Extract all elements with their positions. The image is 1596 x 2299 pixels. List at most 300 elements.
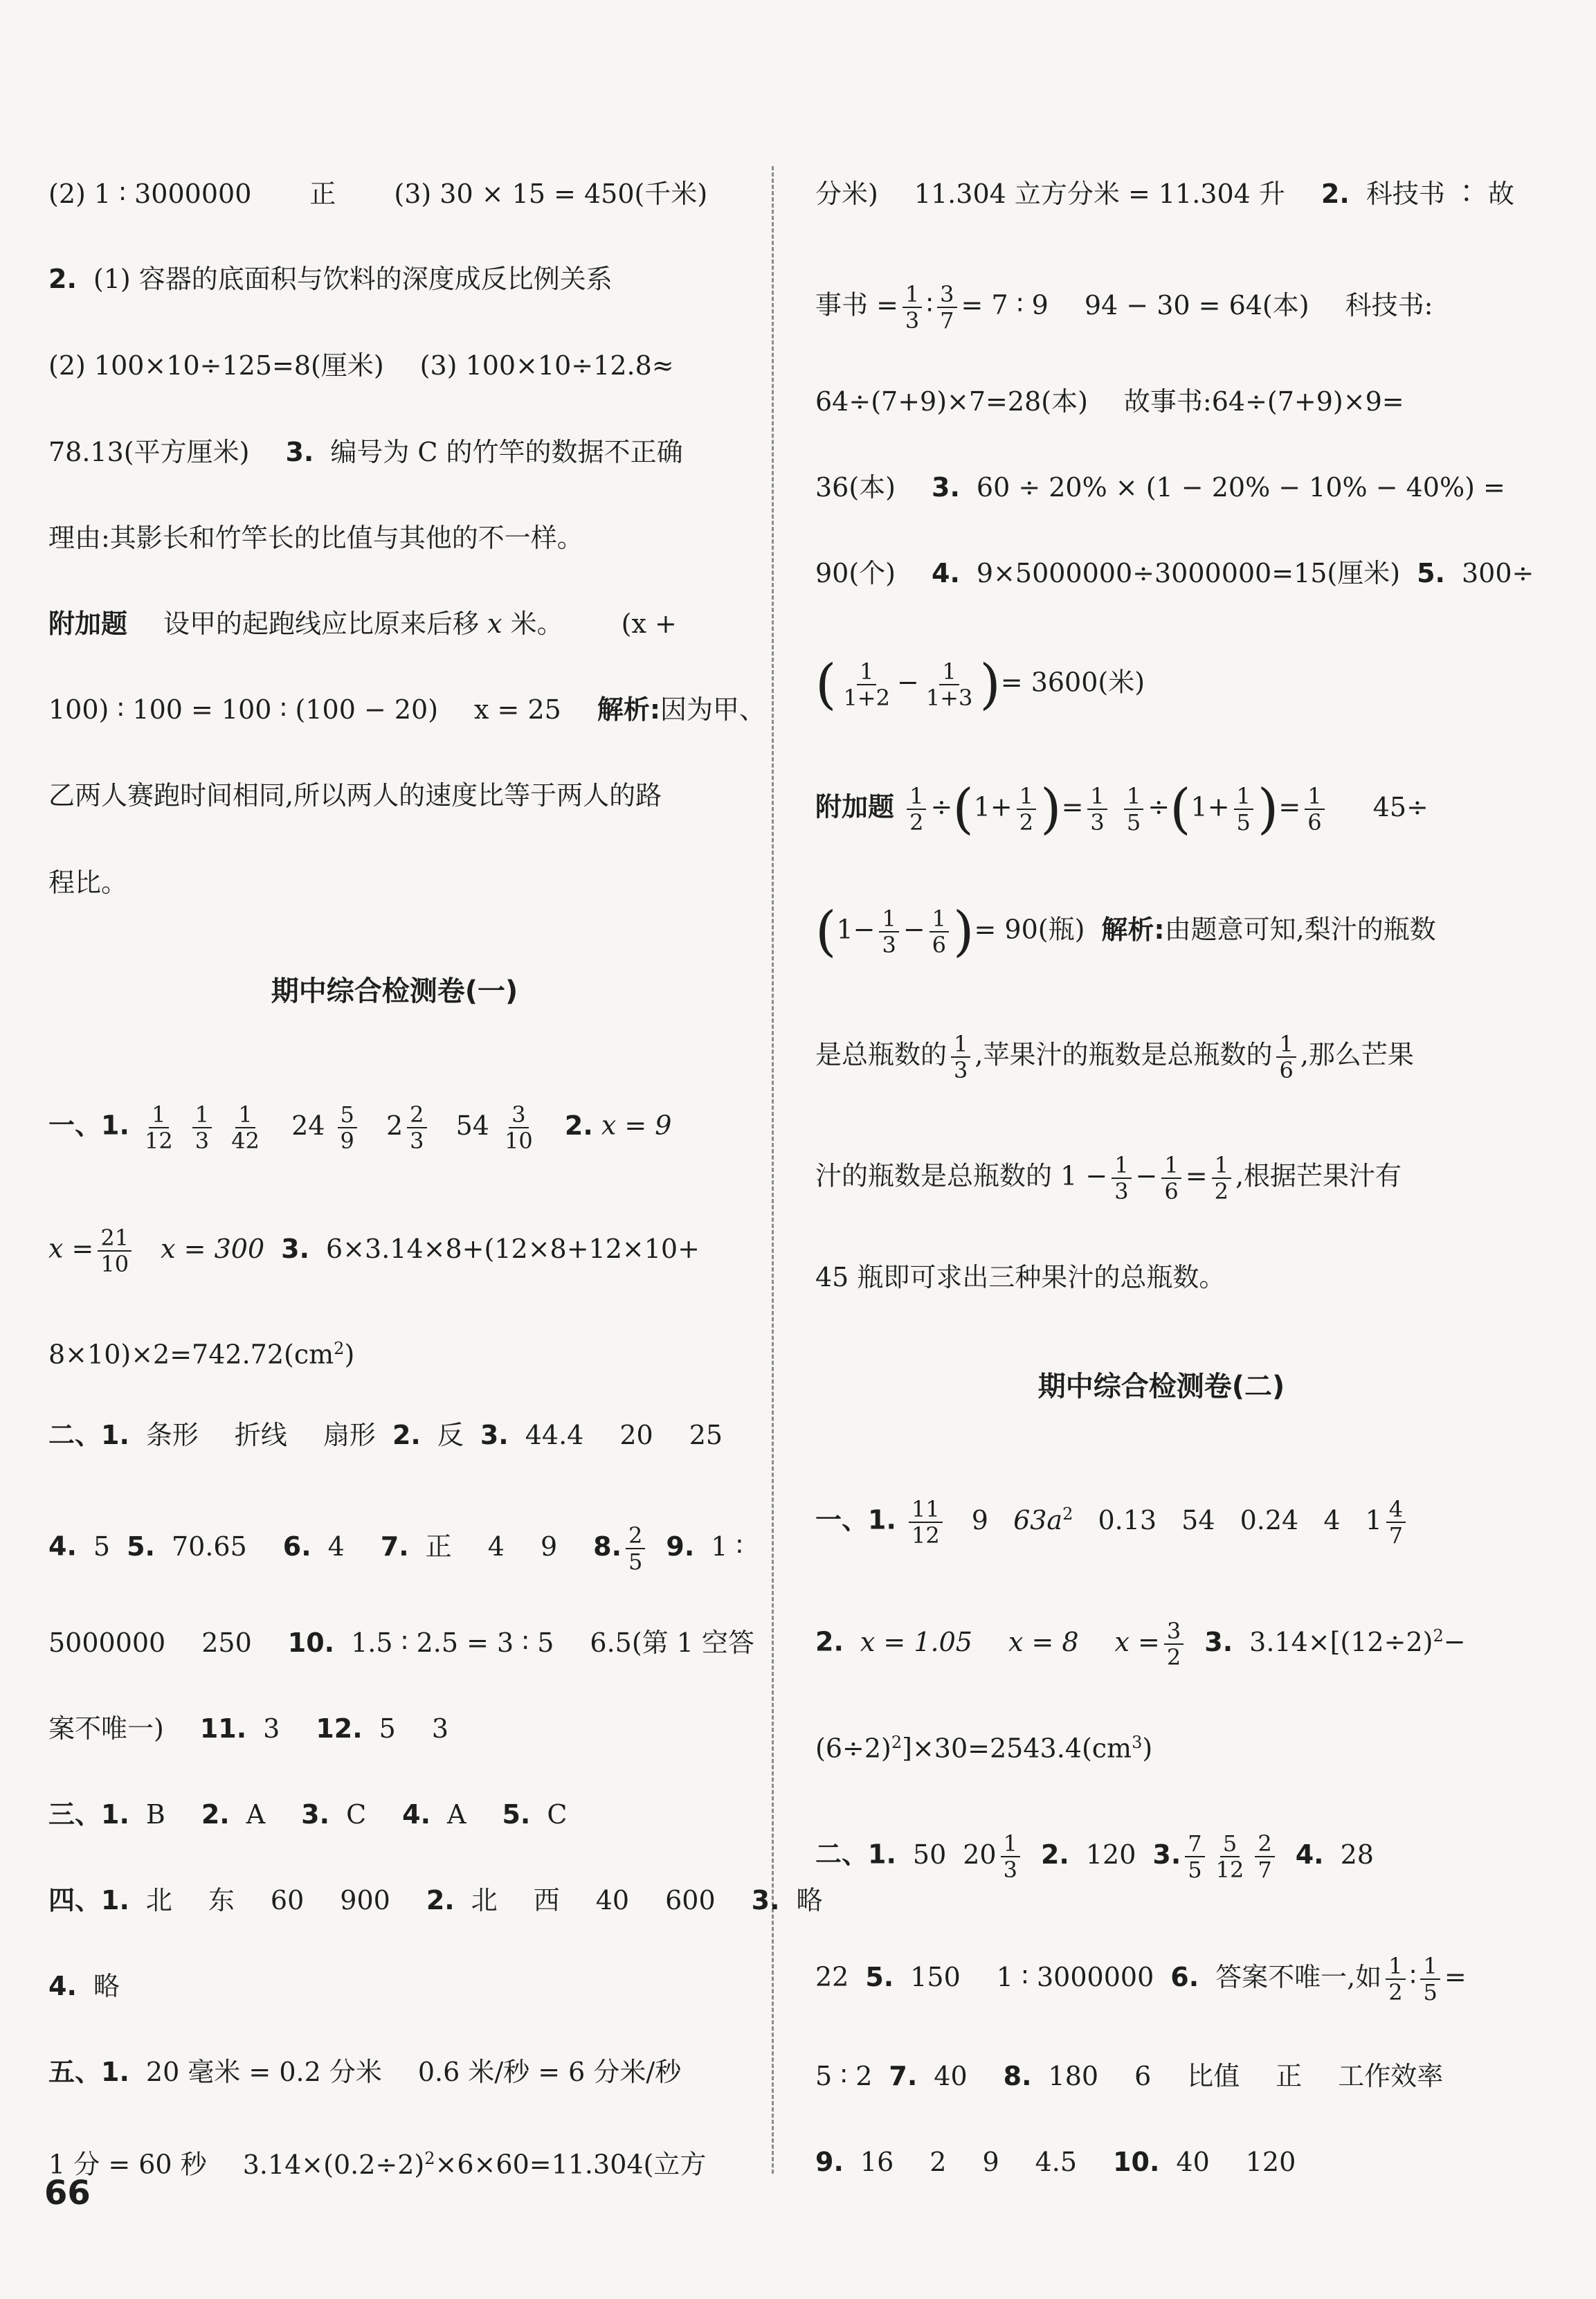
text: = 7 ∶ 9: [961, 289, 1049, 321]
denominator: 3: [194, 1128, 210, 1154]
numerator: 1: [1420, 1954, 1440, 1980]
denominator: 6: [1164, 1178, 1179, 1205]
colon: ∶: [926, 289, 934, 321]
text: 900: [340, 1885, 390, 1915]
question-number: 3.: [281, 1233, 310, 1264]
text: 科技书 ∶ 故: [1366, 179, 1514, 209]
numerator: 1: [1001, 1831, 1020, 1857]
text: 25: [689, 1420, 723, 1450]
text: 20 毫米 = 0.2 分米: [145, 2057, 382, 2087]
question-number: 3.: [1152, 1839, 1181, 1870]
text: 24: [291, 1110, 325, 1141]
section-title: 期中综合检测卷(一): [271, 975, 518, 1007]
text: 63a: [1013, 1504, 1063, 1535]
question-number: 3.: [1204, 1626, 1233, 1657]
answer-line: [48, 606, 677, 641]
fraction: [1276, 1031, 1296, 1083]
text: 因为甲、: [660, 694, 766, 725]
page-number: 66: [44, 2174, 91, 2212]
numerator: 3: [937, 282, 956, 308]
fraction: [1212, 1153, 1231, 1204]
answer-line: [815, 556, 1534, 590]
question-number: 五、1.: [48, 2057, 129, 2087]
question-number: 2.: [1040, 1839, 1069, 1870]
numerator: 1: [1305, 784, 1324, 810]
section-title: 期中综合检测卷(二): [1037, 1371, 1285, 1403]
question-number: 2.: [815, 1626, 844, 1657]
left-paren: (: [815, 653, 837, 716]
denominator: 6: [1279, 1057, 1294, 1083]
numerator: 1: [907, 784, 926, 810]
text: 100) ∶ 100 = 100 ∶ (100 − 20): [48, 694, 439, 725]
text: 44.4: [525, 1420, 584, 1450]
fraction: [626, 1523, 645, 1574]
text: 94 − 30 = 64(本): [1084, 289, 1309, 321]
text: C: [346, 1799, 367, 1830]
question-number: 3.: [751, 1885, 780, 1915]
analysis-label: 解析:: [597, 694, 661, 725]
question-number: 7.: [380, 1531, 409, 1562]
numerator: 1: [1386, 1954, 1405, 1980]
denominator: 42: [231, 1128, 260, 1154]
text: 1−: [836, 914, 876, 945]
text: = 3600(米): [1000, 667, 1145, 698]
denominator: 3: [882, 932, 896, 958]
question-number: 3.: [480, 1420, 509, 1450]
denominator: 6: [932, 932, 947, 958]
text: 理由:其影长和竹竿长的比值与其他的不一样。: [48, 523, 583, 553]
answer-line: [48, 262, 613, 296]
numerator: 5: [1220, 1831, 1240, 1857]
text: 程比。: [48, 867, 128, 898]
question-number: 10.: [1113, 2147, 1160, 2177]
answer-line: [48, 1883, 823, 1918]
answer-line: [48, 1331, 355, 1370]
text: 250: [201, 1628, 252, 1658]
question-number: 4.: [48, 1971, 77, 2001]
text: ×6×60=11.304(立方: [435, 2149, 707, 2180]
text: 3: [431, 1713, 449, 1744]
fraction: [1255, 1831, 1274, 1882]
text: 北: [471, 1885, 498, 1915]
fraction: [228, 1102, 262, 1153]
question-number: 8.: [593, 1531, 622, 1562]
question-number: 3.: [285, 437, 314, 467]
numerator: 1: [1112, 1153, 1131, 1179]
denominator: 1+3: [925, 685, 973, 711]
answer-line: [815, 1260, 1225, 1295]
text: 5: [93, 1531, 111, 1562]
numerator: 1: [149, 1102, 168, 1128]
answer-line: [48, 521, 583, 555]
question-number: 4.: [1295, 1839, 1324, 1870]
text: 11.304 立方分米 = 11.304 升: [914, 179, 1285, 209]
numerator: 3: [1164, 1619, 1184, 1645]
question-number: 4.: [402, 1799, 431, 1830]
question-number: 3.: [301, 1799, 330, 1830]
fraction: [338, 1102, 357, 1153]
denominator: 2: [1166, 1644, 1181, 1671]
text: 1+: [973, 791, 1013, 822]
text: 54: [1181, 1504, 1215, 1535]
text: 科技书:: [1345, 289, 1433, 321]
text: C: [547, 1799, 568, 1830]
denominator: 9: [340, 1128, 354, 1154]
denominator: 2: [909, 809, 924, 836]
text: (x +: [621, 608, 677, 639]
question-number: 4.: [932, 558, 960, 588]
denominator: 7: [1388, 1522, 1404, 1549]
operator: −: [1135, 1160, 1158, 1191]
text: 45 瓶即可求出三种果汁的总瓶数。: [815, 1262, 1226, 1292]
text: 0.13: [1098, 1504, 1157, 1535]
answer-line: [48, 348, 674, 383]
text: 4: [1323, 1504, 1341, 1535]
text: 由题意可知,梨汁的瓶数: [1164, 914, 1436, 945]
denominator: 7: [1258, 1857, 1272, 1883]
denominator: 10: [505, 1128, 533, 1154]
text: 条形: [145, 1420, 199, 1450]
text: 16: [860, 2147, 894, 2177]
left-paren: (: [1170, 778, 1191, 840]
fraction: [1164, 1619, 1184, 1670]
text: 设甲的起跑线应比原来后移: [163, 608, 480, 639]
numerator: 1: [1124, 784, 1143, 810]
answer-line: [815, 1618, 1466, 1671]
text: 6.5(第 1 空答: [590, 1628, 755, 1658]
text: 1.5 ∶ 2.5 = 3 ∶ 5: [351, 1628, 554, 1658]
text: 60 ÷ 20% × (1 − 20% − 10% − 40%) =: [976, 472, 1505, 503]
denominator: 3: [410, 1128, 424, 1154]
denominator: 6: [1307, 809, 1322, 836]
answer-line: [48, 177, 707, 211]
answer-line: [815, 281, 1433, 334]
text: 北: [145, 1885, 172, 1915]
fraction: [937, 282, 956, 333]
bonus-label: 附加题: [48, 608, 128, 639]
text: 300÷: [1461, 558, 1534, 588]
colon: ∶: [1409, 1961, 1417, 1992]
superscript: 3: [1132, 1733, 1143, 1752]
answer-line: [48, 1969, 120, 2003]
text: 2: [930, 2147, 947, 2177]
text: (3) 30 × 15 = 450(千米): [394, 179, 708, 209]
answer-line: [815, 2145, 1296, 2179]
text: 120: [1245, 2147, 1296, 2177]
fraction: [1420, 1954, 1440, 2005]
answer-line: [815, 901, 1436, 963]
denominator: 10: [100, 1251, 129, 1277]
text: 东: [208, 1885, 235, 1915]
text: 50: [912, 1839, 947, 1870]
text: 8×10)×2=742.72(cm: [48, 1339, 334, 1370]
answer-line: [815, 177, 1514, 211]
question-number: 二、1.: [48, 1420, 129, 1450]
text: 22: [815, 1961, 849, 1992]
text: 45÷: [1372, 791, 1429, 822]
numerator: 7: [1185, 1831, 1204, 1857]
denominator: 12: [1215, 1857, 1244, 1883]
denominator: 2: [1214, 1178, 1228, 1205]
text: 编号为 C 的竹竿的数据不正确: [330, 437, 683, 467]
question-number: 5.: [127, 1531, 155, 1562]
question-number: 5.: [1417, 558, 1445, 588]
text: 故事书:64÷(7+9)×9=: [1123, 386, 1404, 417]
operator: =: [1444, 1961, 1467, 1992]
text: = 90(瓶): [974, 914, 1085, 945]
question-number: 2.: [1321, 179, 1350, 209]
text: ]×30=2543.4(cm: [902, 1733, 1132, 1764]
fraction: [1234, 784, 1253, 835]
denominator: 5: [628, 1549, 643, 1575]
text: x = 1.05: [860, 1626, 972, 1657]
question-number: 8.: [1003, 2061, 1032, 2091]
text: 1 分 = 60 秒: [48, 2149, 207, 2180]
denominator: 3: [905, 307, 920, 334]
text: 4: [487, 1531, 505, 1562]
variable: x: [487, 608, 502, 639]
text: 折线: [234, 1420, 287, 1450]
question-number: 9.: [666, 1531, 695, 1562]
text: x = 25: [474, 694, 561, 725]
text: 比值: [1187, 2061, 1240, 2091]
text: 米。: [510, 608, 563, 639]
answer-line: [815, 2059, 1443, 2093]
numerator: 1: [857, 659, 876, 685]
text: 正: [1276, 2061, 1303, 2091]
text: 54: [455, 1110, 489, 1141]
text: 是总瓶数的: [815, 1039, 947, 1070]
numerator: 1: [192, 1102, 212, 1128]
text: 70.65: [171, 1531, 247, 1562]
fraction: [1161, 1153, 1181, 1204]
text: 略: [93, 1971, 120, 2001]
text: 78.13(平方厘米): [48, 437, 250, 467]
fraction: [1386, 1497, 1406, 1548]
operator: ÷: [1148, 791, 1170, 822]
text: x =: [1114, 1626, 1160, 1657]
text: 6×3.14×8+(12×8+12×10+: [326, 1233, 700, 1264]
text: ,苹果汁的瓶数是总瓶数的: [974, 1039, 1273, 1070]
text: x = 9: [601, 1110, 672, 1141]
numerator: 11: [909, 1497, 943, 1523]
text: 20: [619, 1420, 653, 1450]
column-divider: [772, 166, 774, 2174]
fraction: [907, 784, 926, 835]
answer-line: [815, 778, 1429, 840]
numerator: 4: [1386, 1497, 1406, 1523]
text: (3) 100×10÷12.8≈: [419, 350, 674, 381]
numerator: 1: [235, 1102, 255, 1128]
superscript: 2: [891, 1733, 903, 1752]
superscript: 2: [424, 2149, 435, 2168]
numerator: 1: [903, 282, 922, 308]
text: 3.14×[(12÷2): [1249, 1626, 1433, 1657]
text: x = 8: [1008, 1626, 1079, 1657]
bonus-label: 附加题: [815, 791, 895, 822]
text: 40: [595, 1885, 630, 1915]
text: 20: [963, 1839, 997, 1870]
fraction: [1001, 1831, 1020, 1882]
fraction: [1017, 784, 1036, 835]
fraction: [142, 1102, 176, 1153]
denominator: 7: [940, 307, 954, 334]
numerator: 1: [939, 659, 959, 685]
answer-line: [815, 1830, 1374, 1883]
question-number: 三、1.: [48, 1799, 129, 1830]
answer-line: [48, 1625, 754, 1660]
question-number: 6.: [282, 1531, 311, 1562]
answer-line: [48, 1711, 448, 1746]
answer-line: [815, 470, 1505, 505]
text: 90(个): [815, 558, 896, 588]
question-number: 5.: [865, 1961, 894, 1992]
text: 36(本): [815, 472, 896, 503]
text: (2) 100×10÷125=8(厘米): [48, 350, 384, 381]
right-paren: ): [979, 653, 1001, 716]
text: 2: [386, 1110, 403, 1141]
fraction: [923, 659, 976, 710]
fraction: [1185, 1831, 1204, 1882]
text: 64÷(7+9)×7=28(本): [815, 386, 1088, 417]
operator: =: [1061, 791, 1084, 822]
fraction: [1087, 784, 1107, 835]
text: 3.14×(0.2÷2): [242, 2149, 425, 2180]
text: 28: [1340, 1839, 1374, 1870]
answer-line: [815, 1031, 1414, 1083]
numerator: 21: [98, 1225, 132, 1252]
text: (2) 1 ∶ 3000000: [48, 179, 252, 209]
numerator: 2: [1255, 1831, 1274, 1857]
text: 120: [1085, 1839, 1136, 1870]
question-number: 2.: [392, 1420, 421, 1450]
numerator: 2: [626, 1523, 645, 1549]
numerator: 1: [1087, 784, 1107, 810]
answer-line: [48, 1418, 723, 1452]
denominator: 3: [954, 1057, 968, 1083]
text: 扇形: [323, 1420, 376, 1450]
numerator: 1: [951, 1031, 970, 1058]
fraction: [1112, 1153, 1131, 1204]
text: 正: [309, 179, 336, 209]
text: 0.6 米/秒 = 6 分米/秒: [417, 2057, 682, 2087]
answer-line: [48, 2055, 681, 2089]
question-number: 2.: [48, 264, 77, 294]
text: 事书 =: [815, 289, 898, 321]
denominator: 3: [1003, 1857, 1017, 1883]
fraction: [1386, 1954, 1405, 2005]
text: 180: [1048, 2061, 1099, 2091]
question-number: 四、1.: [48, 1885, 129, 1915]
text: 略: [796, 1885, 823, 1915]
text: 0.24: [1240, 1504, 1299, 1535]
answer-line: [815, 1953, 1467, 2005]
text: 600: [665, 1885, 716, 1915]
denominator: 5: [1423, 1979, 1438, 2005]
answer-line: [48, 1225, 700, 1277]
left-paren: (: [815, 901, 837, 963]
superscript: 2: [334, 1339, 345, 1358]
text: 4: [327, 1531, 345, 1562]
denominator: 3: [1090, 809, 1105, 836]
operator: −: [903, 914, 925, 945]
denominator: 12: [144, 1128, 173, 1154]
question-number: 一、1.: [815, 1504, 896, 1535]
numerator: 1: [1234, 784, 1253, 810]
answer-line: [48, 865, 127, 900]
text: 9: [540, 1531, 558, 1562]
right-paren: ): [953, 901, 974, 963]
denominator: 2: [1388, 1979, 1403, 2005]
fraction: [930, 906, 949, 957]
numerator: 1: [930, 906, 949, 932]
question-number: 5.: [502, 1799, 531, 1830]
text: 工作效率: [1338, 2061, 1444, 2091]
text: 60: [270, 1885, 305, 1915]
text: 答案不唯一,如: [1215, 1961, 1382, 1992]
numerator: 3: [509, 1102, 528, 1128]
denominator: 2: [1019, 809, 1034, 836]
answer-line: [48, 692, 765, 727]
question-number: 11.: [199, 1713, 247, 1744]
answer-line: [815, 1725, 1153, 1764]
answer-line: [48, 778, 662, 813]
fraction: [407, 1102, 426, 1153]
text: 6: [1134, 2061, 1152, 2091]
denominator: 5: [1236, 809, 1251, 836]
question-number: 一、1.: [48, 1110, 129, 1141]
fraction: [1213, 1831, 1247, 1882]
fraction: [1305, 784, 1324, 835]
denominator: 12: [911, 1522, 940, 1549]
question-number: 2.: [426, 1885, 455, 1915]
numerator: 1: [1212, 1153, 1231, 1179]
text: 9: [982, 2147, 999, 2177]
left-paren: (: [952, 778, 974, 840]
text: 5 ∶ 2: [815, 2061, 873, 2091]
numerator: 1: [1276, 1031, 1296, 1058]
numerator: 5: [338, 1102, 357, 1128]
question-number: 4.: [48, 1531, 77, 1562]
operator: −: [896, 667, 919, 698]
text: A: [447, 1799, 466, 1830]
text: 1 ∶: [711, 1531, 743, 1562]
answer-line: [48, 1797, 567, 1832]
text: (1) 容器的底面积与饮料的深度成反比例关系: [93, 264, 613, 294]
superscript: 2: [1433, 1626, 1444, 1646]
operator: ÷: [930, 791, 953, 822]
text: (6÷2): [815, 1733, 891, 1764]
text: B: [145, 1799, 165, 1830]
text: ): [344, 1339, 355, 1370]
answer-line: [815, 1152, 1402, 1205]
answer-line: [48, 1522, 743, 1575]
text: 案不唯一): [48, 1713, 164, 1744]
text: ,根据芒果汁有: [1235, 1160, 1402, 1191]
text: A: [246, 1799, 266, 1830]
answer-line: [48, 2141, 707, 2180]
text: 反: [437, 1420, 464, 1450]
text: 1 ∶ 3000000: [996, 1961, 1154, 1992]
question-number: 6.: [1170, 1961, 1199, 1992]
fraction: [879, 906, 898, 957]
denominator: 1+2: [843, 685, 890, 711]
text: 汁的瓶数是总瓶数的 1 −: [815, 1160, 1108, 1191]
text: 1+: [1190, 791, 1230, 822]
answer-line: [815, 653, 1145, 716]
answer-line: [815, 1496, 1410, 1549]
question-number: 12.: [316, 1713, 363, 1744]
